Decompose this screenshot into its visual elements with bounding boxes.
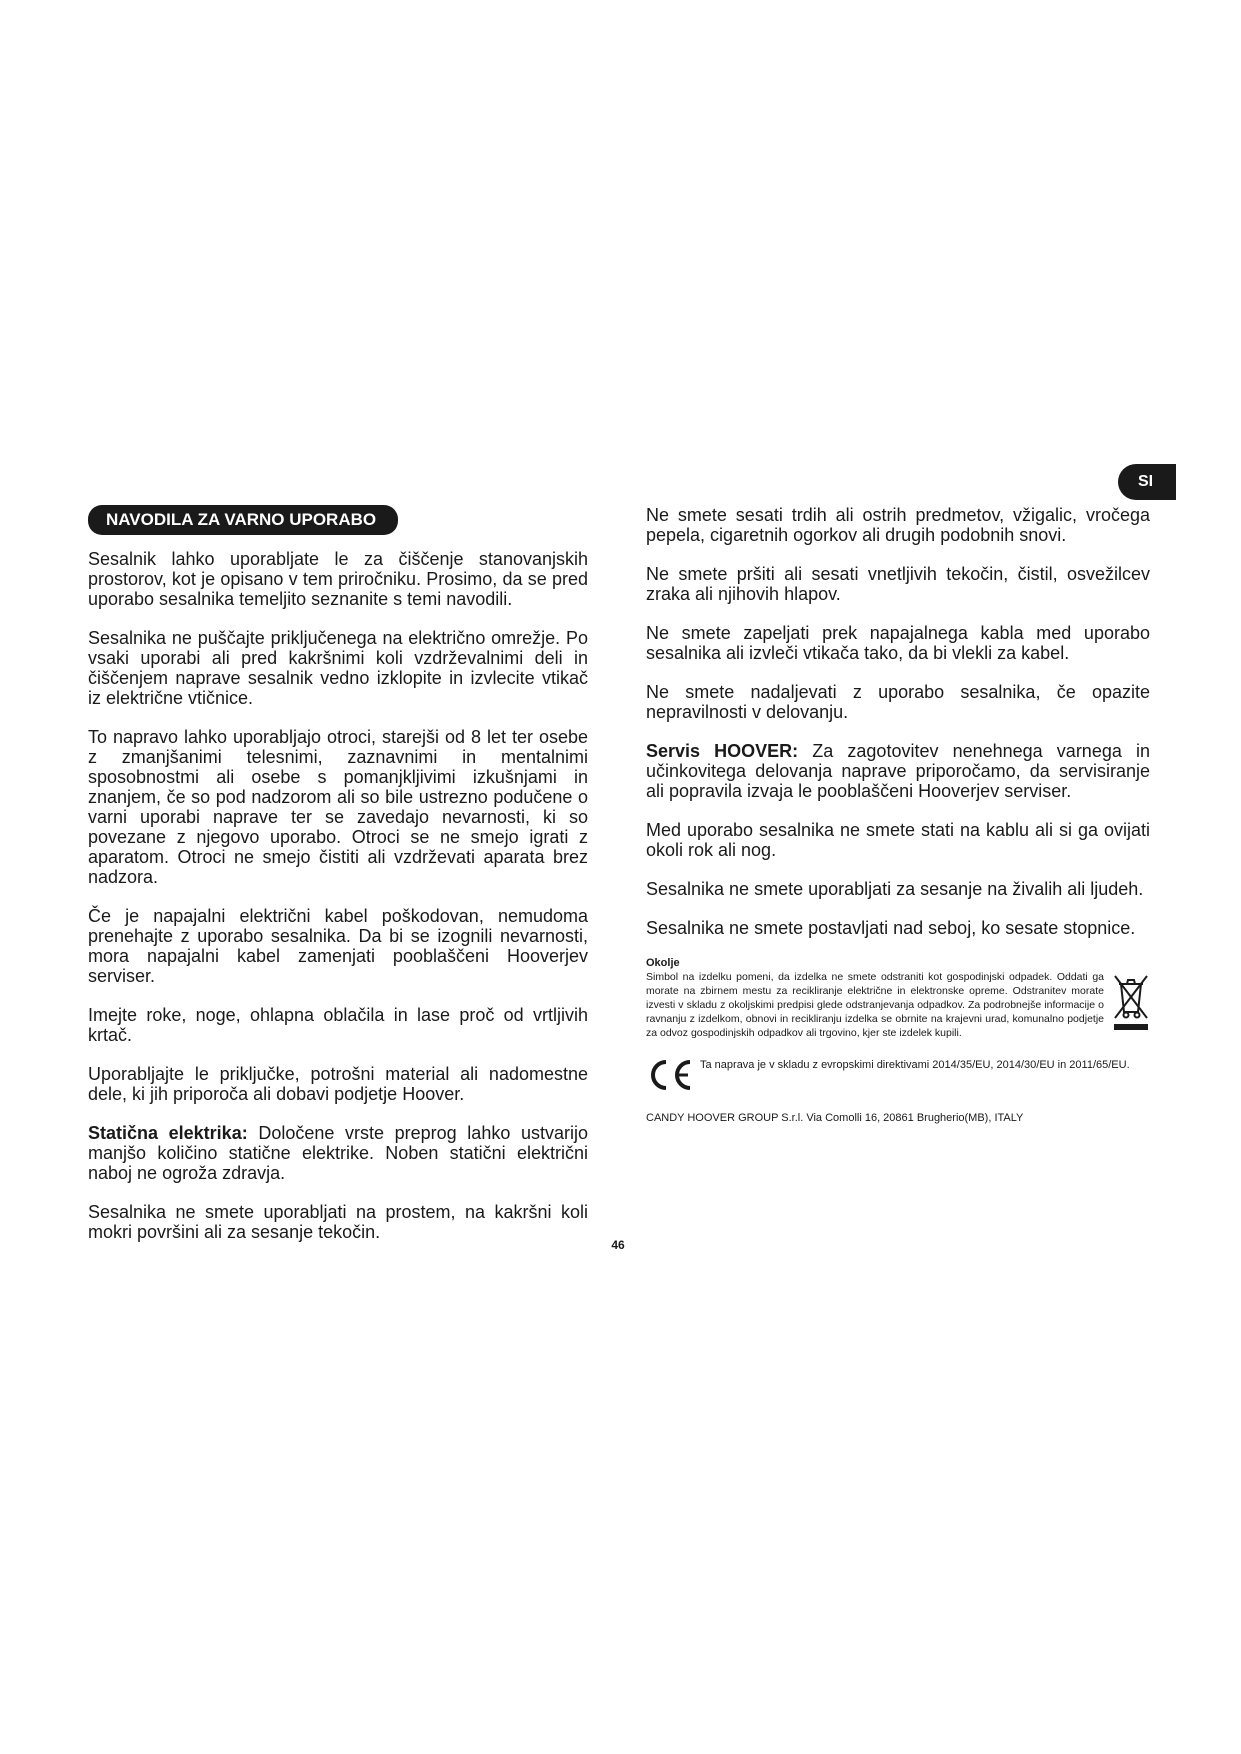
paragraph-cable-pull: Ne smete zapeljati prek napajalnega kabla med uporabo sesalnika ali izvleči vtikača tako, da bi vlekli za kabel. xyxy=(646,623,1150,663)
crossed-out-wheelie-bin-icon xyxy=(1112,972,1150,1032)
paragraph-unplug: Sesalnika ne puščajte priključenega na električno omrežje. Po vsaki uporabi ali pred kakršnimi koli vzdrževalnimi deli in čiščenjem naprave sesalnik vedno izklopite in izvlecite vtikač iz električne vtičnice. xyxy=(88,628,588,708)
ce-declaration xyxy=(646,1058,1150,1092)
paragraph-outdoor: Sesalnika ne smete uporabljati na prostem, na kakršni koli mokri površini ali za sesanje tekočin. xyxy=(88,1202,588,1242)
paragraph-malfunction: Ne smete nadaljevati z uporabo sesalnika, če opazite nepravilnosti v delovanju. xyxy=(646,682,1150,722)
left-column xyxy=(88,505,588,1261)
service-label: Servis HOOVER: xyxy=(646,741,799,761)
paragraph-service xyxy=(646,741,1150,801)
paragraph-intended-use: Sesalnik lahko uporabljate le za čiščenje stanovanjskih prostorov, kot je opisano v tem priročniku. Prosimo, da se pred uporabo sesalnika temeljito seznanite s temi navodili. xyxy=(88,549,588,609)
paragraph-standing-on-cable: Med uporabo sesalnika ne smete stati na kablu ali si ga ovijati okoli rok ali nog. xyxy=(646,820,1150,860)
environment-text: Simbol na izdelku pomeni, da izdelka ne smete odstraniti kot gospodinjski odpadek. Oddati ga morate na zbirnem mestu za recikliranje električne in elektronske opreme. Odstranitev morate izvesti v skladu z okoljskimi predpisi glede odstranjevanja odpadkov. Za podrobnejše informacije o ravnanju z izdelkom, obnovi in recikliranju izdelka se obrnite na krajevni urad, komunalno podjetje za odvoz gospodinjskih odpadkov ali trgovino, kjer ste izdelek kupili. xyxy=(646,971,1104,1039)
paragraph-flammable: Ne smete pršiti ali sesati vnetljivih tekočin, čistil, osvežilcev zraka ali njihovih hlapov. xyxy=(646,564,1150,604)
environment-section xyxy=(646,957,1150,1040)
language-tab: SI xyxy=(1118,464,1176,500)
paragraph-accessories: Uporabljajte le priključke, potrošni material ali nadomestne dele, ki jih priporoča ali dobavi podjetje Hoover. xyxy=(88,1064,588,1104)
company-address: CANDY HOOVER GROUP S.r.l. Via Comolli 16, 20861 Brugherio(MB), ITALY xyxy=(646,1112,1024,1124)
ce-text: Ta naprava je v skladu z evropskimi direktivami 2014/35/EU, 2014/30/EU in 2011/65/EU. xyxy=(700,1059,1130,1071)
paragraph-damaged-cable: Če je napajalni električni kabel poškodovan, nemudoma prenehajte z uporabo sesalnika. Da bi se izognili nevarnosti, mora napajalni kabel zamenjati pooblaščeni Hooverjev serviser. xyxy=(88,906,588,986)
service-text: Za zagotovitev nenehnega varnega in učinkovitega delovanja naprave priporočamo, da servisiranje ali popravila izvaja le pooblaščeni Hooverjev serviser. xyxy=(646,741,1150,801)
paragraph-static-electricity xyxy=(88,1123,588,1183)
paragraph-stairs: Sesalnika ne smete postavljati nad seboj, ko sesate stopnice. xyxy=(646,918,1136,938)
section-heading: NAVODILA ZA VARNO UPORABO xyxy=(88,505,398,535)
static-text: Določene vrste preprog lahko ustvarijo manjšo količino statične elektrike. Noben statični električni naboj ne ogroža zdravja. xyxy=(88,1123,588,1183)
page-number: 46 xyxy=(611,1238,625,1252)
ce-mark-icon xyxy=(646,1058,694,1092)
paragraph-brushes: Imejte roke, noge, ohlapna oblačila in lase proč od vrtljivih krtač. xyxy=(88,1005,588,1045)
paragraph-animals: Sesalnika ne smete uporabljati za sesanje na živalih ali ljudeh. xyxy=(646,879,1144,899)
right-column xyxy=(646,505,1150,1124)
static-label: Statična elektrika: xyxy=(88,1123,248,1143)
paragraph-hard-objects: Ne smete sesati trdih ali ostrih predmetov, vžigalic, vročega pepela, cigaretnih ogorkov ali drugih podobnih snovi. xyxy=(646,505,1150,545)
environment-title: Okolje xyxy=(646,957,680,969)
paragraph-children: To napravo lahko uporabljajo otroci, starejši od 8 let ter osebe z zmanjšanimi telesnimi, zaznavnimi in mentalnimi sposobnostmi ali osebe s pomanjkljivimi izkušnjami in znanjem, če so pod nadzorom ali so bile ustrezno podučene o varni uporabi naprave ter se zavedajo nevarnosti, ki so povezane z njegovo uporabo. Otroci se ne smejo igrati z aparatom. Otroci ne smejo čistiti ali vzdrževati aparata brez nadzora. xyxy=(88,727,588,887)
